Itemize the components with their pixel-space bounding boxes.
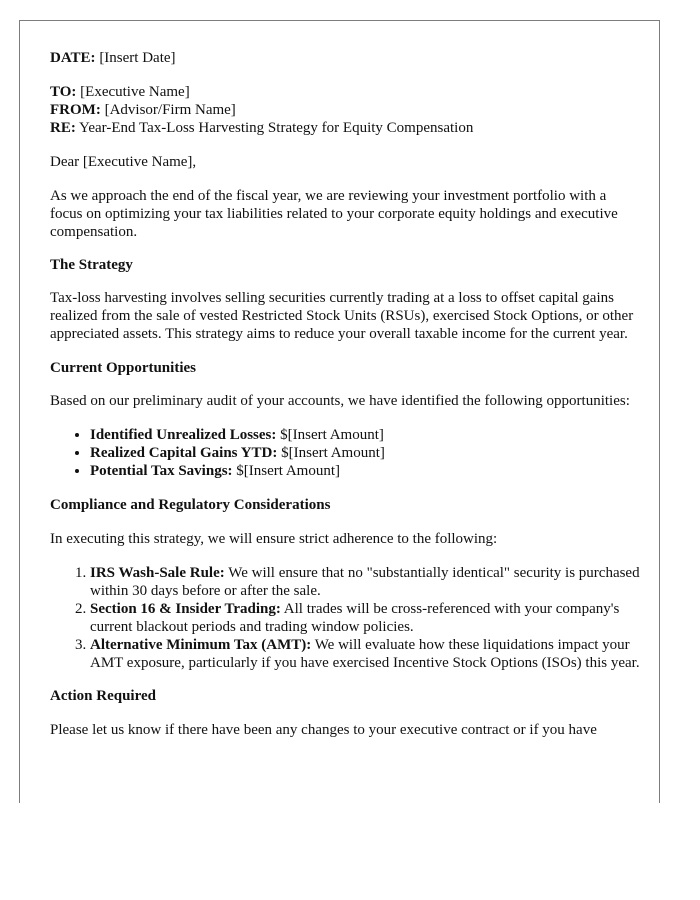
re-value: Year-End Tax-Loss Harvesting Strategy for Equity Compensation: [75, 120, 474, 136]
opportunities-paragraph: Based on our preliminary audit of your accounts, we have identified the following opportunities:: [50, 393, 630, 409]
opportunity-value: $[Insert Amount]: [277, 445, 385, 461]
opportunities-list: [50, 426, 640, 480]
compliance-list: [50, 564, 640, 672]
list-item: [90, 636, 640, 672]
compliance-value: We will evaluate how these liquidations impact your AMT exposure, particularly if you have exercised Incentive Stock Options (ISOs) this year.: [90, 637, 640, 671]
compliance-label: Section 16 & Insider Trading:: [90, 601, 281, 617]
salutation: Dear [Executive Name],: [50, 154, 197, 170]
compliance-value: All trades will be cross-referenced with your company's current blackout periods and trading window policies.: [90, 601, 620, 635]
opportunity-label: Potential Tax Savings:: [90, 463, 233, 479]
compliance-label: IRS Wash-Sale Rule:: [90, 565, 225, 581]
letter-page: [19, 20, 660, 803]
list-item: [90, 564, 640, 600]
to-value: [Executive Name]: [76, 84, 190, 100]
from-value: [Advisor/Firm Name]: [100, 102, 236, 118]
date-label: DATE:: [50, 50, 96, 66]
opportunities-heading: Current Opportunities: [50, 360, 196, 376]
compliance-heading: Compliance and Regulatory Considerations: [50, 497, 331, 513]
opportunity-label: Identified Unrealized Losses:: [90, 427, 277, 443]
compliance-paragraph: In executing this strategy, we will ensure strict adherence to the following:: [50, 531, 498, 547]
compliance-label: Alternative Minimum Tax (AMT):: [90, 637, 312, 653]
opportunity-value: $[Insert Amount]: [232, 463, 341, 479]
action-paragraph: Please let us know if there have been any changes to your executive contract or if you have: [50, 722, 597, 738]
opportunity-value: $[Insert Amount]: [276, 427, 384, 443]
date-line: [50, 49, 640, 67]
to-line: [50, 83, 640, 101]
re-label: RE:: [50, 120, 76, 136]
list-item: [90, 600, 640, 636]
date-value: [Insert Date]: [95, 50, 176, 66]
letter-content: [50, 49, 640, 739]
opportunity-label: Realized Capital Gains YTD:: [90, 445, 278, 461]
re-line: [50, 119, 640, 137]
list-item: [90, 444, 640, 462]
action-heading: Action Required: [50, 688, 156, 704]
from-line: [50, 101, 640, 119]
strategy-heading: The Strategy: [50, 257, 133, 273]
from-label: FROM:: [50, 102, 101, 118]
to-label: TO:: [50, 84, 77, 100]
compliance-value: We will ensure that no "substantially identical" security is purchased within 30 days before or after the sale.: [90, 565, 640, 599]
list-item: [90, 426, 640, 444]
strategy-paragraph: Tax-loss harvesting involves selling securities currently trading at a loss to offset capital gains realized from the sale of vested Restricted Stock Units (RSUs), exercised Stock Options, or other appreciated assets. This strategy aims to reduce your overall taxable income for the current year.: [50, 290, 634, 342]
list-item: [90, 462, 640, 480]
intro-paragraph: As we approach the end of the fiscal year, we are reviewing your investment portfolio with a focus on optimizing your tax liabilities related to your corporate equity holdings and executive compensation.: [50, 188, 618, 240]
